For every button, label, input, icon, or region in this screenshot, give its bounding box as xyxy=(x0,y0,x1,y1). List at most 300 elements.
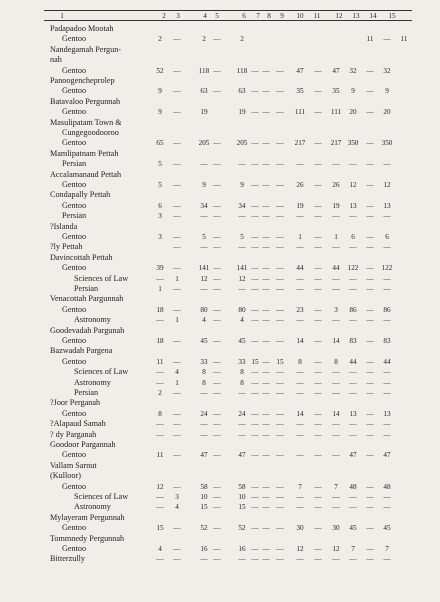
cell-value: — xyxy=(366,545,374,553)
cell-value: — xyxy=(173,451,181,460)
row-label: Gentoo xyxy=(62,450,87,460)
column-header: 4 xyxy=(203,12,207,20)
cell-value: — xyxy=(332,389,340,397)
cell-value: — xyxy=(383,378,391,387)
cell-value: — xyxy=(156,503,164,512)
cell-value: — xyxy=(213,545,221,553)
cell-value: — xyxy=(296,555,304,564)
cell-value: — xyxy=(262,389,270,397)
cell-value: — xyxy=(213,139,221,148)
cell-value: — xyxy=(213,368,221,377)
cell-value: — xyxy=(251,482,259,491)
cell-value: — xyxy=(383,493,391,501)
cell-value: 122 xyxy=(347,264,359,273)
cell-value: 45 xyxy=(238,337,246,345)
cell-value: — xyxy=(366,66,374,75)
row-label: Cungegoodooroo xyxy=(62,128,119,137)
cell-value: 20 xyxy=(349,108,357,117)
cell-value: 10 xyxy=(200,493,208,501)
row-label: Sciences of Law xyxy=(74,492,129,501)
cell-value: — xyxy=(251,274,259,283)
cell-value: — xyxy=(262,493,270,501)
cell-value: — xyxy=(173,66,181,75)
cell-value: — xyxy=(383,420,391,429)
cell-value: — xyxy=(314,316,322,325)
cell-value: — xyxy=(200,285,208,293)
cell-value: — xyxy=(213,285,221,293)
cell-value: — xyxy=(332,420,340,429)
cell-value: — xyxy=(276,337,284,345)
cell-value: — xyxy=(173,87,181,96)
cell-value: 32 xyxy=(383,66,391,75)
cell-value: — xyxy=(314,503,322,512)
cell-value: 23 xyxy=(296,305,304,314)
cell-value: — xyxy=(173,305,181,314)
cell-value: 14 xyxy=(332,337,340,345)
cell-value: — xyxy=(366,357,374,366)
cell-value: — xyxy=(314,545,322,553)
cell-value: — xyxy=(262,430,270,439)
cell-value: 19 xyxy=(296,201,304,210)
cell-value: — xyxy=(251,243,259,252)
cell-value: — xyxy=(262,285,270,293)
row-label: Gentoo xyxy=(62,232,87,241)
cell-value: 15 xyxy=(238,503,246,512)
cell-value: — xyxy=(173,160,181,169)
cell-value: — xyxy=(262,264,270,273)
cell-value: — xyxy=(349,212,357,221)
cell-value: 24 xyxy=(238,409,246,418)
cell-value: — xyxy=(314,108,322,117)
cell-value: 19 xyxy=(238,108,246,117)
cell-value: — xyxy=(251,264,259,273)
cell-value: 6 xyxy=(385,233,389,241)
cell-value: — xyxy=(314,181,322,189)
cell-value: — xyxy=(251,389,259,397)
cell-value: — xyxy=(314,66,322,75)
cell-value: — xyxy=(383,212,391,221)
row-label: Gentoo xyxy=(62,107,87,117)
cell-value: — xyxy=(173,482,181,491)
cell-value: 48 xyxy=(383,482,391,491)
cell-value: — xyxy=(314,243,322,252)
cell-value: — xyxy=(173,389,181,397)
row-label: ?Alapaud Samah xyxy=(50,419,106,429)
cell-value: 9 xyxy=(158,108,162,117)
cell-value: — xyxy=(314,274,322,283)
cell-value: — xyxy=(173,545,181,553)
cell-value: — xyxy=(213,493,221,501)
cell-value: — xyxy=(366,233,374,241)
cell-value: — xyxy=(366,212,374,221)
cell-value: — xyxy=(314,493,322,501)
cell-value: 118 xyxy=(198,66,210,75)
cell-value: — xyxy=(296,243,304,252)
cell-value: — xyxy=(251,545,259,553)
cell-value: — xyxy=(276,493,284,501)
cell-value: 2 xyxy=(240,35,244,44)
cell-value: — xyxy=(213,181,221,189)
cell-value: — xyxy=(314,285,322,293)
cell-value: — xyxy=(173,409,181,418)
cell-value: — xyxy=(156,420,164,429)
cell-value: — xyxy=(251,285,259,293)
cell-value: — xyxy=(296,160,304,169)
cell-value: — xyxy=(213,274,221,283)
cell-value: — xyxy=(213,430,221,439)
row-label: Gentoo xyxy=(62,481,87,491)
cell-value: 10 xyxy=(238,493,246,501)
cell-value: — xyxy=(314,233,322,241)
cell-value: — xyxy=(332,285,340,293)
cell-value: — xyxy=(276,181,284,189)
row-label: Panoogencheprolep xyxy=(50,76,115,85)
cell-value: — xyxy=(173,264,181,273)
row-label: Gentoo xyxy=(62,304,87,314)
row-label: Mamlipatnam Pettah xyxy=(50,148,119,158)
row-label: Gentoo xyxy=(62,138,87,148)
cell-value: — xyxy=(296,212,304,221)
cell-value: — xyxy=(349,316,357,325)
row-label: Astronomy xyxy=(74,377,111,387)
cell-value: 47 xyxy=(349,451,357,460)
cell-value: — xyxy=(173,285,181,293)
cell-value: 7 xyxy=(351,545,355,553)
cell-value: — xyxy=(349,555,357,564)
cell-value: — xyxy=(213,87,221,96)
cell-value: — xyxy=(332,493,340,501)
row-label: Batavaloo Pergunnah xyxy=(50,96,121,106)
cell-value: — xyxy=(314,305,322,314)
cell-value: — xyxy=(238,243,246,252)
cell-value: 86 xyxy=(383,305,391,314)
cell-value: — xyxy=(156,378,164,387)
cell-value: — xyxy=(332,368,340,377)
cell-value: — xyxy=(156,274,164,283)
row-label: ? dy Parganah xyxy=(50,429,97,439)
cell-value: — xyxy=(366,420,374,429)
cell-value: — xyxy=(276,66,284,75)
cell-value: 63 xyxy=(238,87,246,96)
row-label: Persian xyxy=(62,211,87,221)
cell-value: 39 xyxy=(156,264,164,273)
cell-value: 9 xyxy=(158,87,162,96)
column-header: 1 xyxy=(60,12,64,20)
cell-value: 45 xyxy=(349,524,357,533)
column-header: 5 xyxy=(215,12,219,20)
cell-value: 45 xyxy=(383,524,391,533)
cell-value: — xyxy=(366,337,374,345)
cell-value: — xyxy=(332,555,340,564)
cell-value: — xyxy=(173,524,181,533)
cell-value: — xyxy=(213,409,221,418)
cell-value: — xyxy=(296,493,304,501)
cell-value: — xyxy=(213,337,221,345)
cell-value: — xyxy=(251,66,259,75)
cell-value: — xyxy=(262,66,270,75)
cell-value: 5 xyxy=(240,233,244,241)
cell-value: — xyxy=(276,378,284,387)
cell-value: — xyxy=(314,160,322,169)
cell-value: — xyxy=(200,160,208,169)
cell-value: — xyxy=(314,264,322,273)
cell-value: 205 xyxy=(236,139,248,148)
cell-value: — xyxy=(383,503,391,512)
cell-value: — xyxy=(200,243,208,252)
cell-value: — xyxy=(314,451,322,460)
row-label: Nandegamah Pergun- xyxy=(50,44,122,54)
cell-value: — xyxy=(349,389,357,397)
cell-value: 15 xyxy=(200,503,208,512)
cell-value: — xyxy=(251,139,259,148)
top-rule xyxy=(44,10,412,11)
cell-value: — xyxy=(262,357,270,366)
cell-value: — xyxy=(383,35,391,44)
cell-value: — xyxy=(251,555,259,564)
cell-value: 3 xyxy=(158,212,162,221)
cell-value: — xyxy=(213,316,221,325)
cell-value: — xyxy=(262,409,270,418)
cell-value: — xyxy=(314,555,322,564)
cell-value: — xyxy=(366,409,374,418)
row-label: Bazwadah Pargena xyxy=(50,346,113,356)
cell-value: 80 xyxy=(200,305,208,314)
cell-value: — xyxy=(383,243,391,252)
cell-value: 14 xyxy=(296,337,304,345)
cell-value: — xyxy=(276,212,284,221)
column-header: 13 xyxy=(352,12,360,20)
row-label: Tommnedy Pergunnah xyxy=(50,533,125,543)
cell-value: 7 xyxy=(298,482,302,491)
cell-value: — xyxy=(213,503,221,512)
cell-value: 141 xyxy=(198,264,210,273)
cell-value: — xyxy=(173,555,181,564)
cell-value: — xyxy=(200,389,208,397)
cell-value: — xyxy=(332,451,340,460)
cell-value: 34 xyxy=(200,201,208,210)
cell-value: 8 xyxy=(202,368,206,377)
cell-value: — xyxy=(314,482,322,491)
cell-value: — xyxy=(276,108,284,117)
cell-value: — xyxy=(262,274,270,283)
cell-value: 44 xyxy=(383,357,391,366)
row-label: Gentoo xyxy=(62,65,87,75)
cell-value: 14 xyxy=(296,409,304,418)
cell-value: 1 xyxy=(175,378,179,387)
cell-value: — xyxy=(349,503,357,512)
cell-value: — xyxy=(349,274,357,283)
cell-value: 13 xyxy=(383,409,391,418)
cell-value: 9 xyxy=(385,87,389,96)
cell-value: 13 xyxy=(349,201,357,210)
cell-value: — xyxy=(213,482,221,491)
cell-value: — xyxy=(314,420,322,429)
cell-value: — xyxy=(262,545,270,553)
row-label: nah xyxy=(50,55,62,65)
cell-value: — xyxy=(251,233,259,241)
cell-value: — xyxy=(349,493,357,501)
row-label: Gentoo xyxy=(62,86,87,96)
cell-value: 118 xyxy=(236,66,248,75)
cell-value: 217 xyxy=(330,139,342,148)
cell-value: — xyxy=(276,305,284,314)
cell-value: 30 xyxy=(296,524,304,533)
cell-value: — xyxy=(383,285,391,293)
cell-value: 205 xyxy=(198,139,210,148)
row-label: Gentoo xyxy=(62,263,87,273)
cell-value: — xyxy=(262,420,270,429)
cell-value: 8 xyxy=(298,357,302,366)
row-label: Sciences of Law xyxy=(74,273,129,283)
cell-value: — xyxy=(262,108,270,117)
row-label: Venacottah Pargunnah xyxy=(50,294,124,304)
cell-value: 24 xyxy=(200,409,208,418)
cell-value: — xyxy=(173,357,181,366)
row-label: Goodevadah Pargunah xyxy=(50,325,125,335)
cell-value: — xyxy=(213,264,221,273)
cell-value: 1 xyxy=(334,233,338,241)
cell-value: — xyxy=(173,212,181,221)
cell-value: — xyxy=(366,201,374,210)
cell-value: — xyxy=(366,482,374,491)
cell-value: 12 xyxy=(156,482,164,491)
cell-value: 3 xyxy=(175,493,179,501)
column-header: 11 xyxy=(313,12,321,20)
cell-value: — xyxy=(383,316,391,325)
cell-value: — xyxy=(383,274,391,283)
cell-value: — xyxy=(296,389,304,397)
cell-value: — xyxy=(296,274,304,283)
cell-value: — xyxy=(262,243,270,252)
cell-value: — xyxy=(251,87,259,96)
cell-value: — xyxy=(262,451,270,460)
cell-value: — xyxy=(213,212,221,221)
row-label: Gentoo xyxy=(62,336,87,345)
column-header: 8 xyxy=(267,12,271,20)
cell-value: — xyxy=(296,451,304,460)
cell-value: — xyxy=(276,316,284,325)
cell-value: — xyxy=(314,139,322,148)
cell-value: — xyxy=(366,243,374,252)
cell-value: — xyxy=(173,233,181,241)
cell-value: — xyxy=(276,160,284,169)
cell-value: — xyxy=(251,378,259,387)
cell-value: — xyxy=(332,503,340,512)
cell-value: — xyxy=(349,160,357,169)
row-label: Masulipatam Town & xyxy=(50,117,122,127)
cell-value: — xyxy=(366,524,374,533)
cell-value: — xyxy=(156,316,164,325)
cell-value: — xyxy=(296,368,304,377)
cell-value: — xyxy=(332,378,340,387)
cell-value: — xyxy=(276,503,284,512)
cell-value: — xyxy=(332,274,340,283)
cell-value: 9 xyxy=(202,181,206,189)
cell-value: 217 xyxy=(294,139,306,148)
cell-value: — xyxy=(173,243,181,252)
cell-value: — xyxy=(262,368,270,377)
cell-value: — xyxy=(366,493,374,501)
row-label: (Kulloor) xyxy=(50,471,81,481)
cell-value: 18 xyxy=(156,305,164,314)
cell-value: 47 xyxy=(332,66,340,75)
cell-value: — xyxy=(366,389,374,397)
cell-value: — xyxy=(366,368,374,377)
cell-value: — xyxy=(251,108,259,117)
cell-value: — xyxy=(276,555,284,564)
cell-value: — xyxy=(213,243,221,252)
cell-value: 47 xyxy=(383,451,391,460)
column-header: 6 xyxy=(242,12,246,20)
cell-value: 1 xyxy=(298,233,302,241)
cell-value: 16 xyxy=(200,545,208,553)
row-label: ?Joor Perganah xyxy=(50,398,101,408)
row-label: Gentoo xyxy=(62,200,87,210)
cell-value: — xyxy=(314,524,322,533)
cell-value: — xyxy=(349,285,357,293)
cell-value: 26 xyxy=(296,181,304,189)
cell-value: 111 xyxy=(330,108,342,117)
cell-value: — xyxy=(332,316,340,325)
cell-value: 35 xyxy=(332,87,340,96)
cell-value: — xyxy=(276,451,284,460)
cell-value: — xyxy=(332,160,340,169)
cell-value: — xyxy=(213,233,221,241)
cell-value: 52 xyxy=(200,524,208,533)
cell-value: — xyxy=(213,201,221,210)
cell-value: 47 xyxy=(200,451,208,460)
cell-value: — xyxy=(173,337,181,345)
cell-value: 1 xyxy=(175,316,179,325)
row-label: Sciences of Law xyxy=(74,367,129,377)
cell-value: — xyxy=(262,139,270,148)
cell-value: — xyxy=(251,430,259,439)
cell-value: 65 xyxy=(156,139,164,148)
cell-value: — xyxy=(262,201,270,210)
cell-value: — xyxy=(276,389,284,397)
cell-value: — xyxy=(251,181,259,189)
cell-value: — xyxy=(262,524,270,533)
cell-value: 83 xyxy=(383,337,391,345)
cell-value: 8 xyxy=(202,378,206,387)
cell-value: — xyxy=(251,337,259,345)
cell-value: — xyxy=(366,451,374,460)
cell-value: — xyxy=(366,503,374,512)
cell-value: 18 xyxy=(156,337,164,345)
cell-value: — xyxy=(262,316,270,325)
cell-value: — xyxy=(213,555,221,564)
cell-value: — xyxy=(251,201,259,210)
row-label: Astronomy xyxy=(74,315,111,325)
cell-value: — xyxy=(251,524,259,533)
cell-value: 4 xyxy=(240,316,244,325)
cell-value: 2 xyxy=(158,35,162,44)
cell-value: — xyxy=(238,389,246,397)
cell-value: 4 xyxy=(158,545,162,553)
cell-value: — xyxy=(262,482,270,491)
cell-value: — xyxy=(251,420,259,429)
cell-value: — xyxy=(296,285,304,293)
cell-value: — xyxy=(173,181,181,189)
column-header: 12 xyxy=(335,12,343,20)
cell-value: 20 xyxy=(383,108,391,117)
cell-value: — xyxy=(173,420,181,429)
cell-value: — xyxy=(383,368,391,377)
cell-value: 47 xyxy=(296,66,304,75)
cell-value: 12 xyxy=(296,545,304,553)
cell-value: 111 xyxy=(294,108,306,117)
cell-value: — xyxy=(276,545,284,553)
